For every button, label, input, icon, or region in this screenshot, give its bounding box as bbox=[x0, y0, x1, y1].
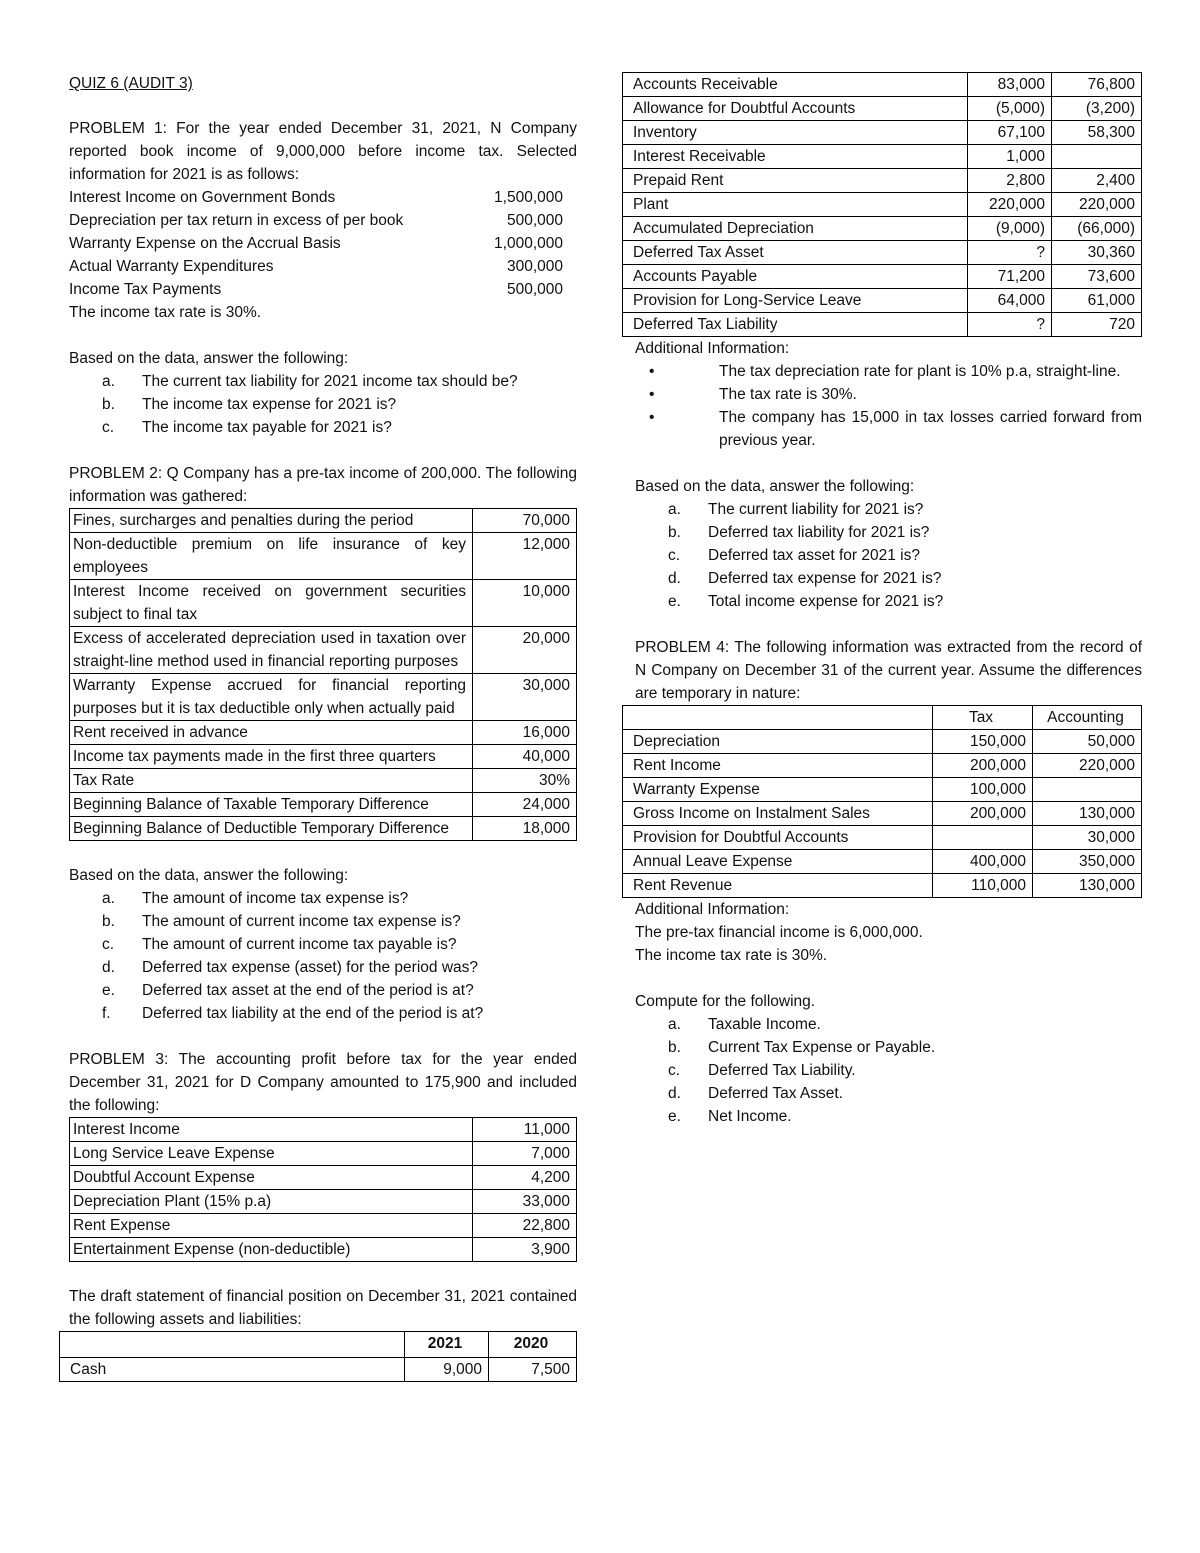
problem1-intro-text: For the year ended December 31, 2021, N Company reported book income of 9,000,000 before income tax. Selected information for 2021 is as follows: bbox=[69, 120, 578, 183]
table-row: Deferred Tax Asset ? 30,360 bbox=[623, 241, 1142, 265]
table-row: Accounts Payable 71,200 73,600 bbox=[623, 265, 1142, 289]
problem1-questions bbox=[69, 370, 577, 439]
table-row: Rent received in advance 16,000 bbox=[70, 721, 577, 745]
problem1-item: Depreciation per tax return in excess of per book 500,000 bbox=[69, 212, 563, 229]
table-row: Rent Income 200,000 220,000 bbox=[623, 754, 1142, 778]
table-row: Provision for Doubtful Accounts 30,000 bbox=[623, 826, 1142, 850]
question-item: c. The income tax payable for 2021 is? bbox=[102, 419, 392, 436]
question-item: d. Deferred tax expense for 2021 is? bbox=[668, 570, 942, 587]
bullet-icon: • bbox=[649, 409, 655, 426]
problem4-additional: Additional Information: The pre-tax financial income is 6,000,000. The income tax rate is 30%. Compute for the following. a. Taxable Income. b. Current Tax Expense or Payable. c. Deferred Tax Liability. d. Deferred Tax Asset. e. Net Income. bbox=[622, 898, 1142, 1128]
table-row: Non-deductible premium on life insurance of key employees 12,000 bbox=[70, 533, 577, 580]
question-item: a. Taxable Income. bbox=[668, 1016, 821, 1033]
table-row: Rent Expense 22,800 bbox=[70, 1214, 577, 1238]
table-row: Annual Leave Expense 400,000 350,000 bbox=[623, 850, 1142, 874]
bullet-item: • The tax depreciation rate for plant is 10% p.a, straight-line. bbox=[635, 360, 1142, 383]
table-row: Accumulated Depreciation (9,000) (66,000) bbox=[623, 217, 1142, 241]
question-item: d. Deferred tax expense (asset) for the period was? bbox=[102, 959, 479, 976]
problem3-intro: PROBLEM 3: The accounting profit before tax for the year ended December 31, 2021 for D Company amounted to 175,900 and included the following: bbox=[69, 1051, 578, 1114]
left-column bbox=[69, 72, 577, 1382]
table-row: Warranty Expense 100,000 bbox=[623, 778, 1142, 802]
table-row: Inventory 67,100 58,300 bbox=[623, 121, 1142, 145]
problem1-ask: Based on the data, answer the following: bbox=[69, 350, 349, 367]
table-row: Depreciation 150,000 50,000 bbox=[623, 730, 1142, 754]
table-row: Fines, surcharges and penalties during the period 70,000 bbox=[70, 509, 577, 533]
problem4-intro: PROBLEM 4: The following information was extracted from the record of N Company on December 31 of the current year. Assume the differences are temporary in nature: bbox=[635, 639, 1142, 702]
table-row: Provision for Long-Service Leave 64,000 61,000 bbox=[623, 289, 1142, 313]
bullet-icon: • bbox=[649, 363, 655, 380]
question-item: d. Deferred Tax Asset. bbox=[668, 1085, 843, 1102]
problem3-expense-table bbox=[69, 1117, 577, 1262]
problem3-questions bbox=[635, 498, 1142, 613]
question-item: b. The income tax expense for 2021 is? bbox=[102, 396, 397, 413]
table-header-row: Tax Accounting bbox=[623, 706, 1142, 730]
table-row: Accounts Receivable 83,000 76,800 bbox=[623, 73, 1142, 97]
problem3-additional: Additional Information: • The tax depreciation rate for plant is 10% p.a, straight-line. • The tax rate is 30%. • The company has 15,000 in tax losses carried forward from previous year. Based on the data, answer the following: a. The current liability for 2021 is? b. Deferred tax liability for 2021 is? c. Deferred tax asset for 2021 is? d. Deferred tax expense for 2021 is? e. Total income expense for 2021 is? PROBLEM 4: The following information was extracted from the record of N Company on December 31 of the current year. Assume the differences are temporary in nature: bbox=[622, 337, 1142, 705]
problem2-table bbox=[69, 508, 577, 841]
problem2-label: PROBLEM 2: bbox=[69, 465, 163, 482]
bullet-icon: • bbox=[649, 386, 655, 403]
problem4-ask: Compute for the following. bbox=[635, 993, 816, 1010]
table-row: Warranty Expense accrued for financial reporting purposes but it is tax deductible only when actually paid 30,000 bbox=[70, 674, 577, 721]
question-item: e. Net Income. bbox=[668, 1108, 792, 1125]
question-item: f. Deferred tax liability at the end of the period is at? bbox=[102, 1005, 484, 1022]
table-row: Entertainment Expense (non-deductible) 3,900 bbox=[70, 1238, 577, 1262]
problem3-bullets bbox=[635, 360, 1142, 452]
table-row: Beginning Balance of Deductible Temporary Difference 18,000 bbox=[70, 817, 577, 841]
table-row: Interest Income received on government securities subject to final tax 10,000 bbox=[70, 580, 577, 627]
table-row: Excess of accelerated depreciation used in taxation over straight-line method used in financial reporting purposes 20,000 bbox=[70, 627, 577, 674]
table-row: Beginning Balance of Taxable Temporary Difference 24,000 bbox=[70, 793, 577, 817]
table-row: Allowance for Doubtful Accounts (5,000) (3,200) bbox=[623, 97, 1142, 121]
problem1-intro bbox=[69, 117, 577, 186]
table-row: Tax Rate 30% bbox=[70, 769, 577, 793]
question-item: c. Deferred tax asset for 2021 is? bbox=[668, 547, 920, 564]
problem4-label: PROBLEM 4: bbox=[635, 639, 730, 656]
problem2-intro: PROBLEM 2: Q Company has a pre-tax income of 200,000. The following information was gathered: bbox=[69, 465, 577, 505]
question-item: b. The amount of current income tax expense is? bbox=[102, 913, 461, 930]
problem1-label: PROBLEM 1: bbox=[69, 120, 167, 137]
problem3-draft: The draft statement of financial position on December 31, 2021 contained the following assets and liabilities: bbox=[69, 1288, 577, 1328]
bullet-item: • The company has 15,000 in tax losses carried forward from previous year. bbox=[635, 406, 1142, 452]
problem2-questions bbox=[69, 887, 577, 1025]
problem3-label: PROBLEM 3: bbox=[69, 1051, 169, 1068]
question-item: b. Deferred tax liability for 2021 is? bbox=[668, 524, 930, 541]
page-title: QUIZ 6 (AUDIT 3) bbox=[69, 75, 193, 92]
problem1-rate: The income tax rate is 30%. bbox=[69, 304, 262, 321]
question-item: a. The amount of income tax expense is? bbox=[102, 890, 409, 907]
problem1-item: Actual Warranty Expenditures 300,000 bbox=[69, 258, 563, 275]
table-row: Deferred Tax Liability ? 720 bbox=[623, 313, 1142, 337]
question-item: e. Deferred tax asset at the end of the period is at? bbox=[102, 982, 474, 999]
table-row: Prepaid Rent 2,800 2,400 bbox=[623, 169, 1142, 193]
table-row: Long Service Leave Expense 7,000 bbox=[70, 1142, 577, 1166]
problem1-items bbox=[69, 186, 577, 301]
question-item: e. Total income expense for 2021 is? bbox=[668, 593, 944, 610]
problem3-cash-table bbox=[59, 1331, 577, 1382]
question-item: c. The amount of current income tax payable is? bbox=[102, 936, 457, 953]
table-row: Interest Income 11,000 bbox=[70, 1118, 577, 1142]
table-row: Income tax payments made in the first three quarters 40,000 bbox=[70, 745, 577, 769]
problem1-item: Income Tax Payments 500,000 bbox=[69, 281, 563, 298]
problem3-balance-table bbox=[622, 72, 1142, 337]
problem1-item: Warranty Expense on the Accrual Basis 1,000,000 bbox=[69, 235, 563, 252]
right-column bbox=[622, 72, 1142, 1128]
problem1-item: Interest Income on Government Bonds 1,500,000 bbox=[69, 189, 563, 206]
bullet-item: • The tax rate is 30%. bbox=[635, 383, 1142, 406]
question-item: c. Deferred Tax Liability. bbox=[668, 1062, 856, 1079]
question-item: a. The current liability for 2021 is? bbox=[668, 501, 924, 518]
table-row: Depreciation Plant (15% p.a) 33,000 bbox=[70, 1190, 577, 1214]
problem2-ask: Based on the data, answer the following: bbox=[69, 867, 349, 884]
problem4-table bbox=[622, 705, 1142, 898]
question-item: b. Current Tax Expense or Payable. bbox=[668, 1039, 936, 1056]
problem3-ask: Based on the data, answer the following: bbox=[635, 478, 915, 495]
table-row: Interest Receivable 1,000 bbox=[623, 145, 1142, 169]
table-row: Doubtful Account Expense 4,200 bbox=[70, 1166, 577, 1190]
table-header-row: 2021 2020 bbox=[60, 1332, 577, 1358]
table-row: Plant 220,000 220,000 bbox=[623, 193, 1142, 217]
table-row: Rent Revenue 110,000 130,000 bbox=[623, 874, 1142, 898]
problem4-questions bbox=[635, 1013, 1142, 1128]
table-row: Cash 9,000 7,500 bbox=[60, 1358, 577, 1382]
table-row: Gross Income on Instalment Sales 200,000 130,000 bbox=[623, 802, 1142, 826]
question-item: a. The current tax liability for 2021 income tax should be? bbox=[102, 373, 518, 390]
